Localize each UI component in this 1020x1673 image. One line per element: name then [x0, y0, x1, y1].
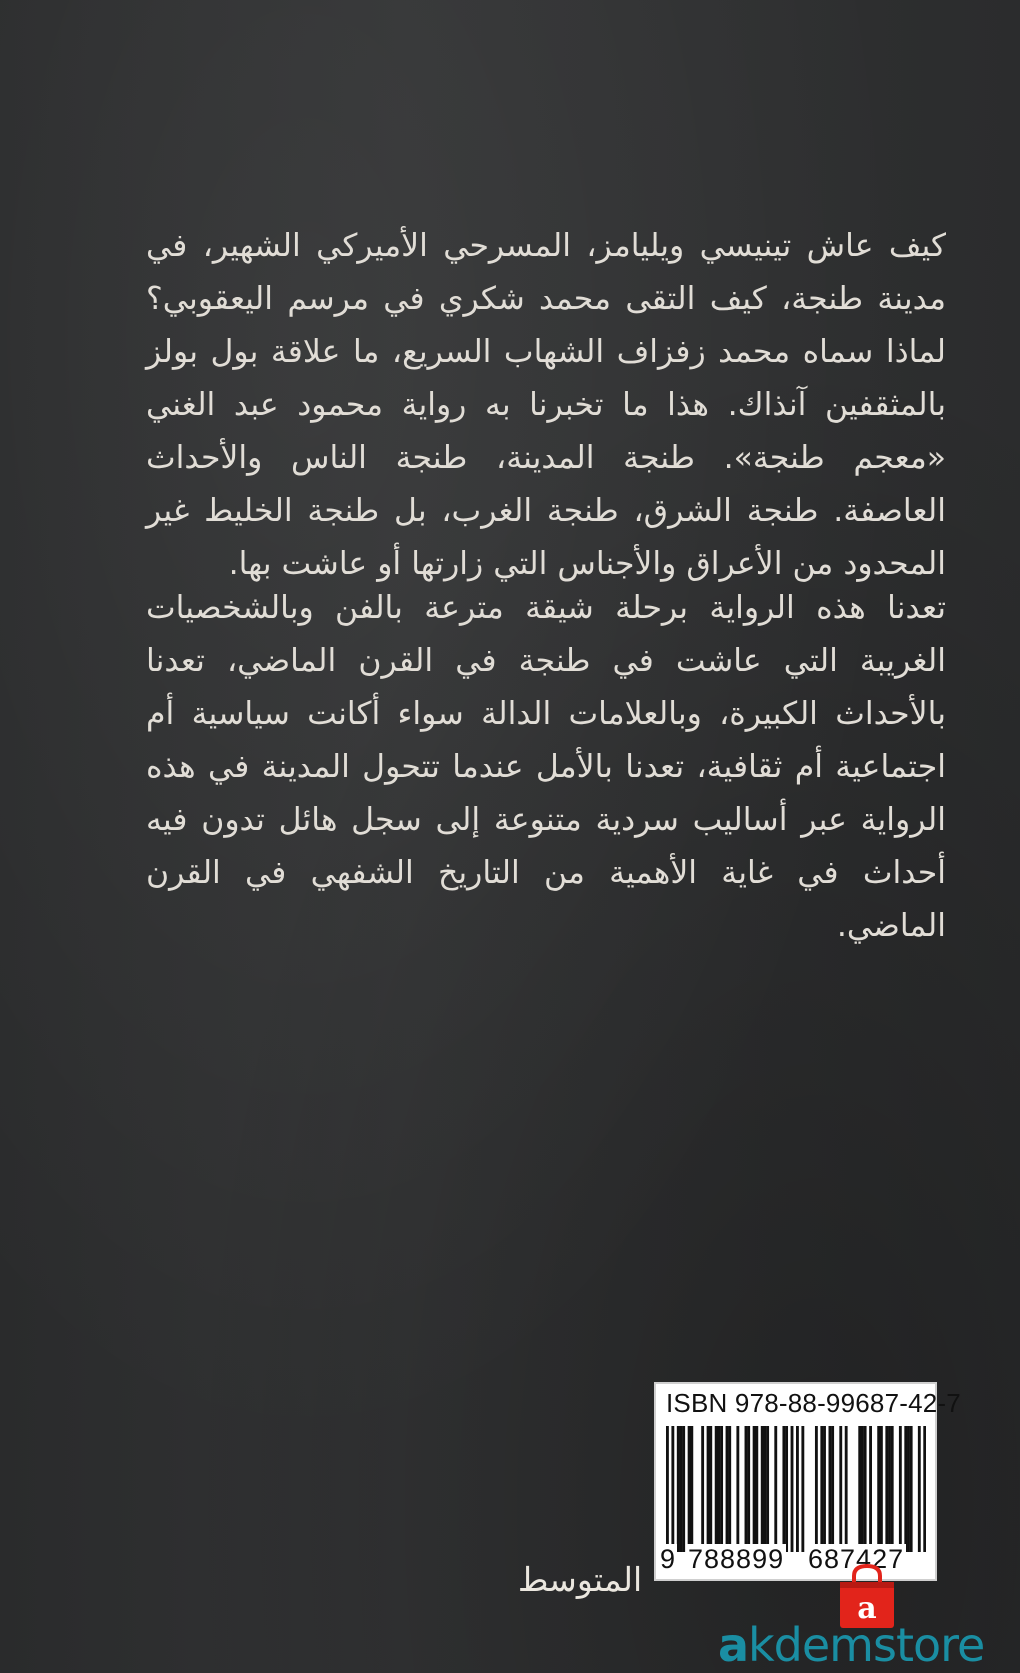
- barcode-bar: [839, 1426, 842, 1552]
- barcode-bar: [720, 1426, 723, 1552]
- barcode-digits-right: 687427: [808, 1544, 905, 1574]
- barcode-bar: [690, 1426, 693, 1552]
- barcode-bar: [707, 1426, 710, 1552]
- barcode-bar: [764, 1426, 767, 1552]
- barcode-bar: [715, 1426, 718, 1552]
- barcode-bar: [755, 1426, 758, 1552]
- barcode-bar: [888, 1426, 891, 1552]
- barcode-bar: [682, 1426, 685, 1552]
- barcode-bar: [709, 1426, 712, 1552]
- barcode-bar: [877, 1426, 880, 1552]
- barcode-bar: [785, 1426, 788, 1552]
- barcode-bar: [736, 1426, 739, 1552]
- barcode-bar: [782, 1426, 785, 1552]
- barcode-bar: [677, 1426, 680, 1552]
- barcode-bar: [791, 1426, 794, 1552]
- store-watermark: [718, 1618, 984, 1673]
- publisher-logo: المتوسط: [517, 1560, 643, 1599]
- barcode-bar: [829, 1426, 832, 1552]
- barcode-bar: [761, 1426, 764, 1552]
- barcode-bar: [688, 1426, 691, 1552]
- barcode-bar: [701, 1426, 704, 1552]
- watermark-first-letter: a: [718, 1618, 749, 1672]
- barcode-bar: [726, 1426, 729, 1552]
- barcode-bar: [801, 1426, 804, 1552]
- barcode-bar: [745, 1426, 748, 1552]
- isbn-barcode: [654, 1382, 961, 1581]
- barcode-bar: [823, 1426, 826, 1552]
- barcode-bar: [774, 1426, 777, 1552]
- barcode-bar: [858, 1426, 861, 1552]
- barcode-bar: [918, 1426, 921, 1552]
- barcode-bar: [766, 1426, 769, 1552]
- barcode-bar: [753, 1426, 756, 1552]
- barcode-bar: [899, 1426, 902, 1552]
- barcode-bar: [820, 1426, 823, 1552]
- isbn-label: ISBN 978-88-99687-42-7: [666, 1388, 961, 1418]
- blurb-paragraph-1: كيف عاش تينيسي ويليامز، المسرحي الأميركي الشهير، في مدينة طنجة، كيف التقى محمد شكري في مرسم اليعقوبي؟ لماذا سماه محمد زفزاف الشهاب السريع، ما علاقة بول بولز بالمثقفين آنذاك. هذا ما تخبرنا به رواية محمود عبد الغني «معجم طنجة». طنجة المدينة، طنجة الناس والأحداث العاصفة. طنجة الشرق، طنجة الغرب، بل طنجة الخليط غير المحدود من الأعراق والأجناس التي زارتها أو عاشت بها.: [146, 228, 946, 582]
- barcode-bar: [861, 1426, 864, 1552]
- barcode-bar: [815, 1426, 818, 1552]
- barcode-bar: [891, 1426, 894, 1552]
- barcode-bar: [845, 1426, 848, 1552]
- barcode-bar: [717, 1426, 720, 1552]
- barcode-bar: [923, 1426, 926, 1552]
- barcode-bar: [869, 1426, 872, 1552]
- barcode-bar: [910, 1426, 913, 1552]
- barcode-bar: [904, 1426, 907, 1552]
- svg-text:a: a: [857, 1591, 877, 1626]
- barcode-bar: [880, 1426, 883, 1552]
- barcode-bar: [747, 1426, 750, 1552]
- barcode-bar: [831, 1426, 834, 1552]
- barcode-bars: [666, 1426, 926, 1552]
- barcode-bar: [796, 1426, 799, 1552]
- watermark-text: kdemstore: [748, 1618, 985, 1672]
- blurb-paragraph-2: تعدنا هذه الرواية برحلة شيقة مترعة بالفن وبالشخصيات الغريبة التي عاشت في طنجة في القرن الماضي، تعدنا بالأحداث الكبيرة، وبالعلامات الدالة سواء أكانت سياسية أم اجتماعية أم ثقافية، تعدنا بالأمل عندما تتحول المدينة في هذه الرواية عبر أساليب سردية متنوعة إلى سجل هائل تدون فيه أحداث في غاية الأهمية من التاريخ الشفهي في القرن الماضي.: [146, 590, 946, 944]
- barcode-bar: [728, 1426, 731, 1552]
- barcode-bar: [907, 1426, 910, 1552]
- barcode-bar: [885, 1426, 888, 1552]
- barcode-digit-first: 9: [660, 1544, 676, 1574]
- barcode-bar: [666, 1426, 669, 1552]
- barcode-bar: [671, 1426, 674, 1552]
- barcode-bar: [680, 1426, 683, 1552]
- barcode-bar: [864, 1426, 867, 1552]
- barcode-digits-left: 788899: [688, 1544, 785, 1574]
